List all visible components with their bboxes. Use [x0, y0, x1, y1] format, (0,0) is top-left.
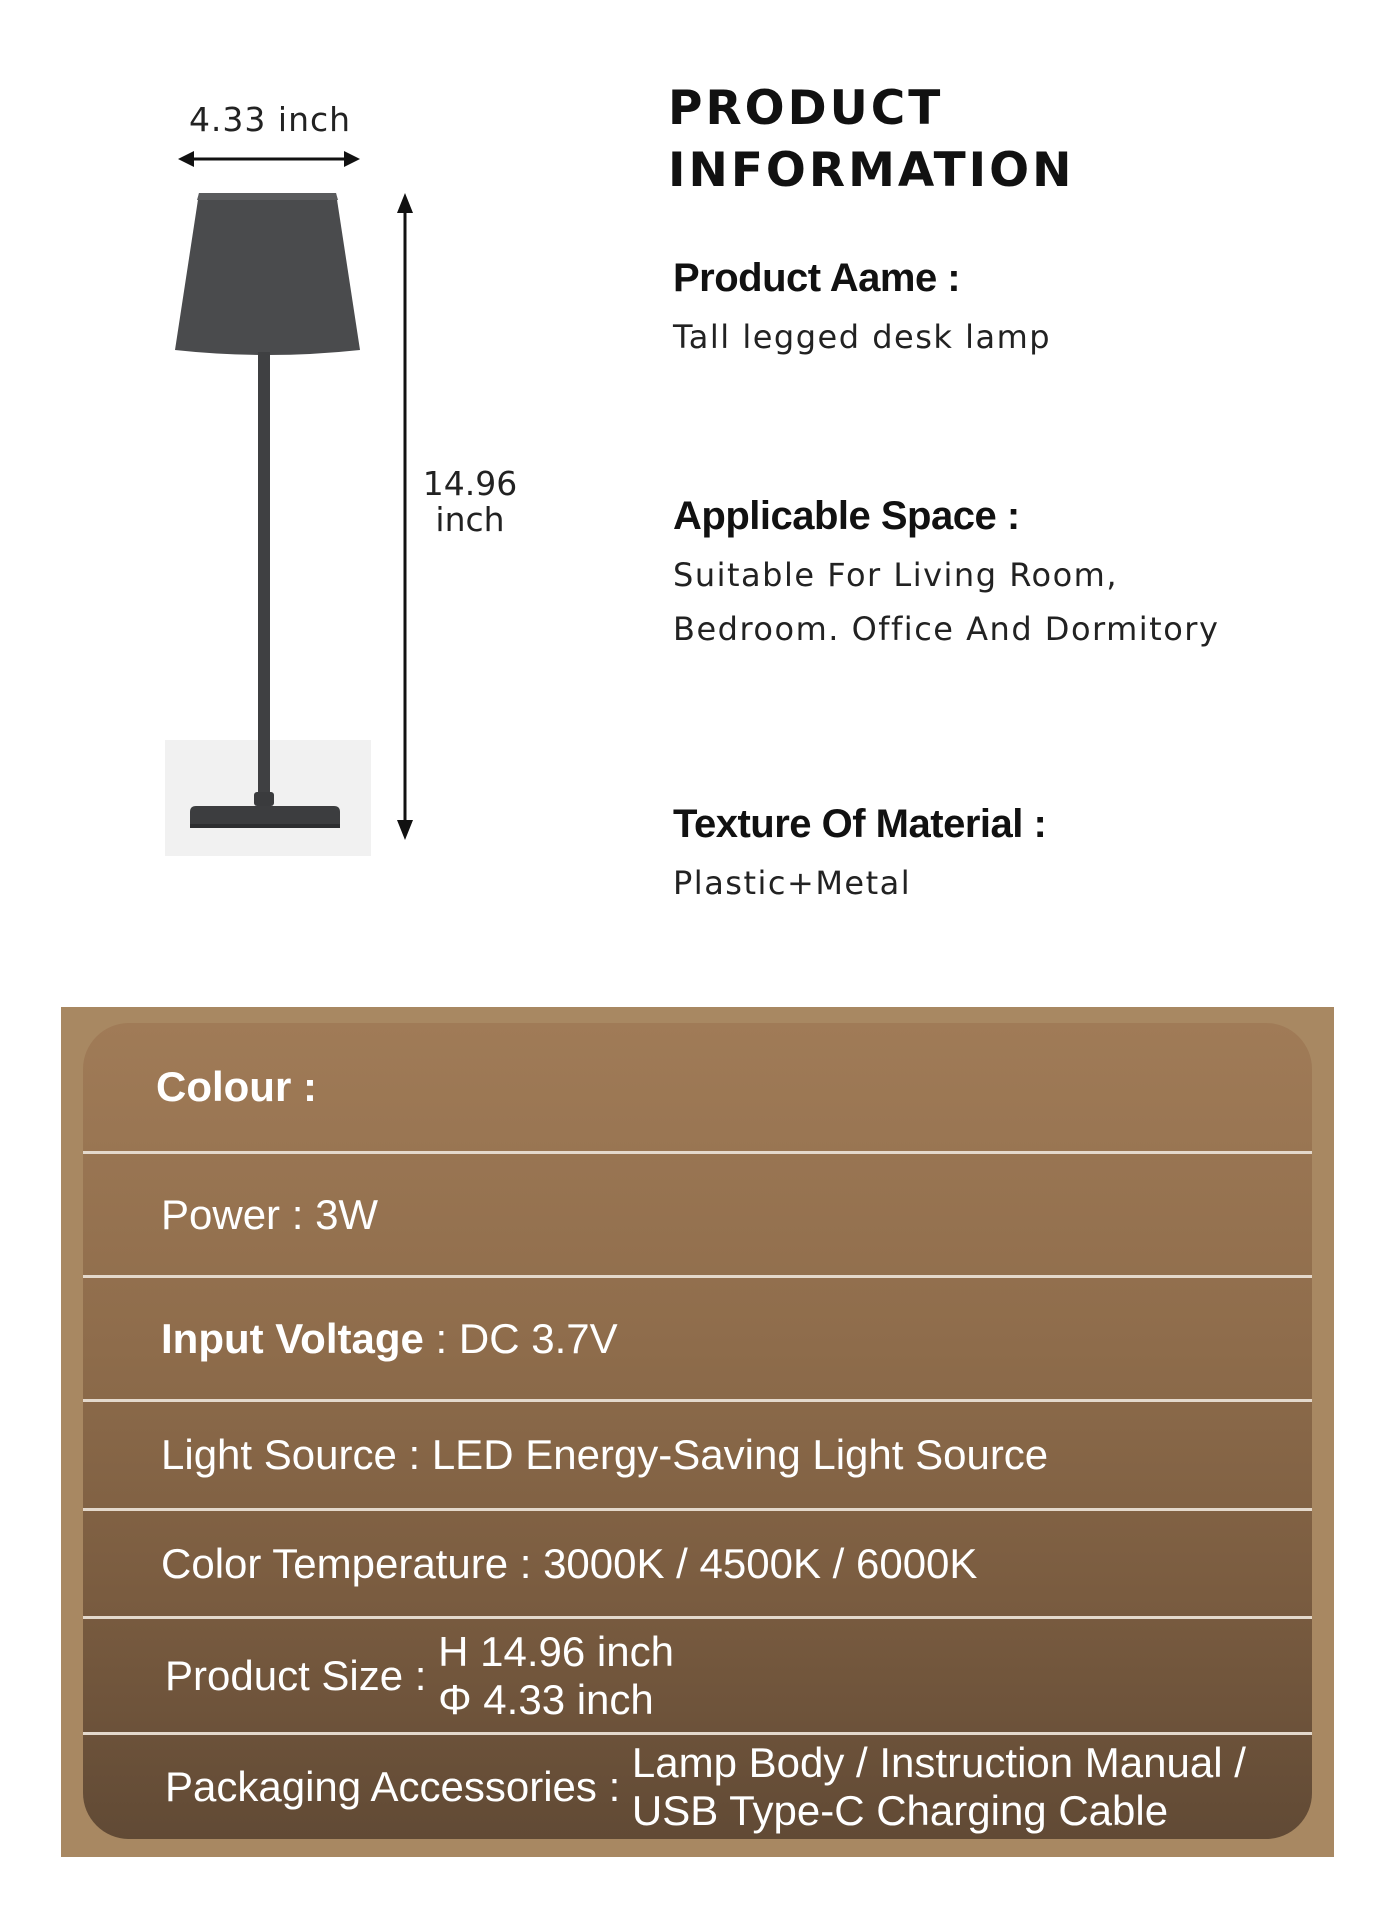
voltage-separator: : [423, 1314, 459, 1362]
spec-row-voltage [83, 1278, 1312, 1402]
color-temperature-label: Color Temperature : [161, 1539, 544, 1587]
product-name-value: Tall legged desk lamp [673, 318, 1052, 356]
applicable-space-line-2: Bedroom. Office And Dormitory [673, 610, 1220, 648]
applicable-space-line-1: Suitable For Living Room, [673, 556, 1118, 594]
product-size-value [438, 1628, 674, 1724]
material-block [673, 798, 1373, 910]
spec-frame [61, 1007, 1334, 1857]
product-name-label: Product Aame : [673, 256, 961, 300]
voltage-value: DC 3.7V [458, 1314, 618, 1362]
height-dimension-label [400, 466, 540, 538]
applicable-space-block [673, 490, 1373, 656]
light-source-label: Light Source : [161, 1431, 432, 1478]
material-value: Plastic+Metal [673, 864, 912, 902]
spec-row-colour [83, 1023, 1312, 1154]
product-name-block [673, 252, 1373, 364]
heading-line-1: PRODUCT [668, 81, 944, 136]
heading-line-2: INFORMATION [668, 143, 1075, 198]
height-dimension-unit: inch [435, 500, 505, 539]
spec-panel [83, 1023, 1312, 1839]
packaging-label: Packaging Accessories : [165, 1763, 632, 1810]
color-temperature-value: 3000K / 4500K / 6000K [543, 1539, 978, 1587]
voltage-label: Input Voltage [161, 1314, 424, 1362]
packaging-line-2: USB Type-C Charging Cable [631, 1787, 1169, 1834]
product-information-heading [668, 78, 1208, 202]
spec-row-light-source [83, 1402, 1312, 1511]
product-size-height: H 14.96 inch [438, 1627, 674, 1675]
spec-row-power [83, 1154, 1312, 1278]
applicable-space-value [673, 548, 1373, 656]
packaging-line-1: Lamp Body / Instruction Manual / [631, 1739, 1246, 1786]
material-label: Texture Of Material : [673, 802, 1047, 846]
power-value: 3W [315, 1190, 379, 1238]
product-size-diameter: Φ 4.33 inch [438, 1675, 654, 1723]
power-label: Power : [161, 1190, 316, 1238]
spec-row-color-temperature [83, 1511, 1312, 1619]
lamp-illustration [0, 0, 640, 900]
height-dimension-value: 14.96 [422, 464, 518, 503]
colour-label: Colour : [156, 1063, 317, 1110]
applicable-space-label: Applicable Space : [673, 494, 1020, 538]
spec-row-packaging [83, 1735, 1312, 1839]
packaging-value [632, 1739, 1246, 1835]
product-size-label: Product Size : [165, 1651, 439, 1699]
light-source-value: LED Energy-Saving Light Source [431, 1431, 1049, 1478]
width-dimension-label: 4.33 inch [188, 100, 352, 139]
spec-row-product-size [83, 1619, 1312, 1735]
